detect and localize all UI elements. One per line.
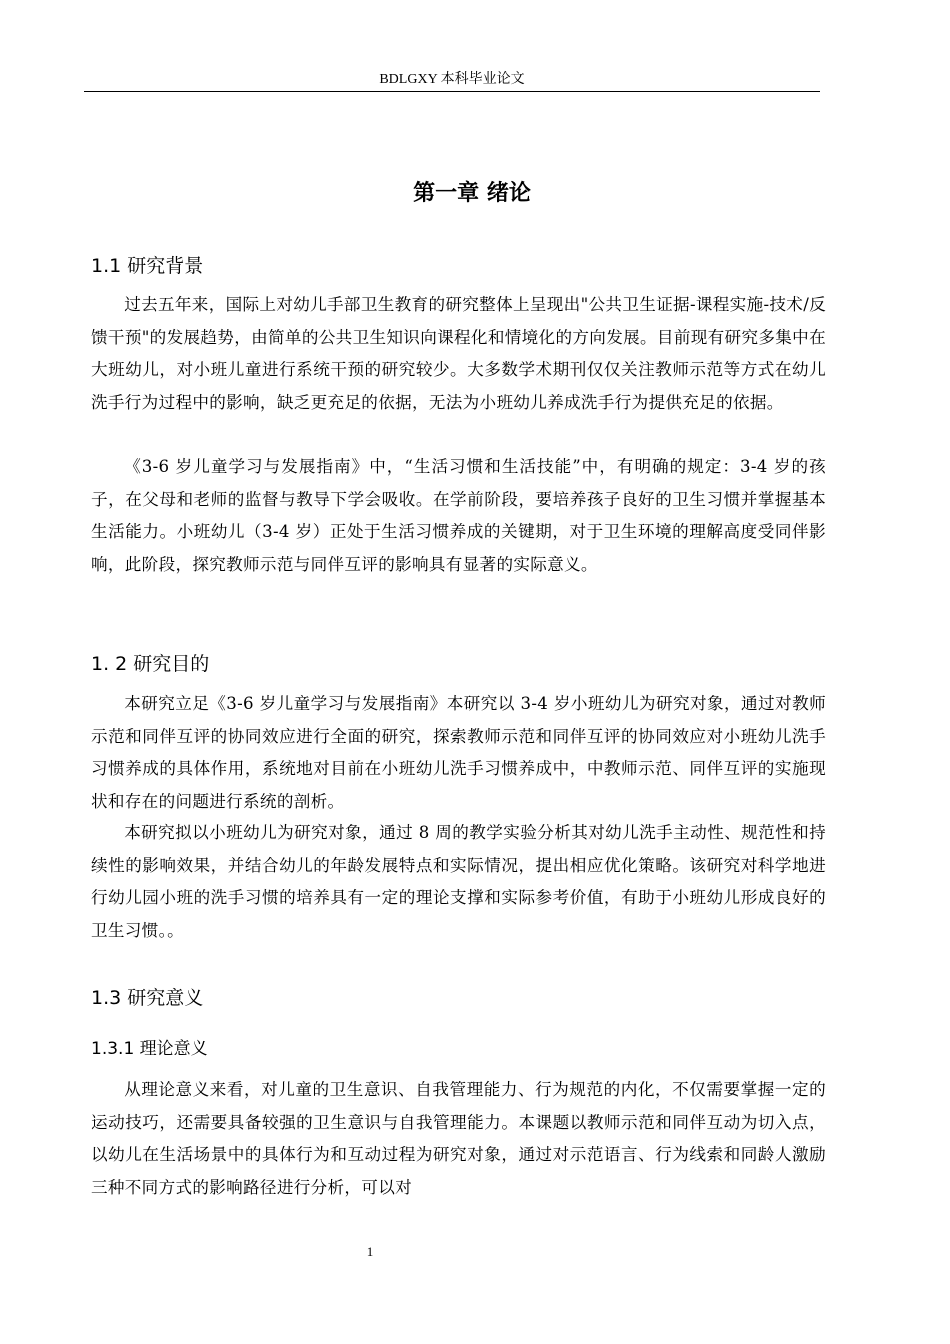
paragraph-1-1-b: 《3-6 岁儿童学习与发展指南》中，“生活习惯和生活技能”中，有明确的规定：3-4 岁的孩子，在父母和老师的监督与教导下学会吸收。在学前阶段，要培养孩子良好的卫生习惯并掌握基本生活能力。小班幼儿（3-4 岁）正处于生活习惯养成的关键期，对于卫生环境的理解高度受同伴影响，此阶段，探究教师示范与同伴互评的影响具有显著的实际意义。	[91, 457, 826, 574]
paragraph-1-3-1-a: 从理论意义来看，对儿童的卫生意识、自我管理能力、行为规范的内化，不仅需要掌握一定的运动技巧，还需要具备较强的卫生意识与自我管理能力。本课题以教师示范和同伴互动为切入点，以幼儿在生活场景中的具体行为和互动过程为研究对象，通过对示范语言、行为线索和同龄人激励三种不同方式的影响路径进行分析，可以对	[91, 1080, 826, 1197]
section-heading-1-1: 1.1 研究背景	[91, 255, 204, 277]
chapter-title: 第一章 绪论	[413, 181, 531, 206]
paragraph-1-2-a: 本研究立足《3-6 岁儿童学习与发展指南》本研究以 3-4 岁小班幼儿为研究对象，通过对教师示范和同伴互评的协同效应进行全面的研究，探索教师示范和同伴互评的协同效应对小班幼儿洗手习惯养成的具体作用，系统地对目前在小班幼儿洗手习惯养成中，中教师示范、同伴互评的实施现状和存在的问题进行系统的剖析。	[91, 694, 826, 811]
paragraph-1-1-a: 过去五年来，国际上对幼儿手部卫生教育的研究整体上呈现出"公共卫生证据-课程实施-技术/反馈干预"的发展趋势，由简单的公共卫生知识向课程化和情境化的方向发展。目前现有研究多集中在大班幼儿，对小班儿童进行系统干预的研究较少。大多数学术期刊仅仅关注教师示范等方式在幼儿洗手行为过程中的影响，缺乏更充足的依据，无法为小班幼儿养成洗手行为提供充足的依据。	[91, 295, 826, 412]
running-header: BDLGXY 本科毕业论文	[379, 72, 525, 87]
subsection-heading-1-3-1: 1.3.1 理论意义	[91, 1039, 208, 1059]
page-number: 1	[366, 1244, 374, 1259]
section-heading-1-3: 1.3 研究意义	[91, 987, 204, 1009]
header-divider	[84, 91, 820, 92]
section-heading-1-2: 1. 2 研究目的	[91, 653, 210, 675]
paragraph-1-2-b: 本研究拟以小班幼儿为研究对象，通过 8 周的教学实验分析其对幼儿洗手主动性、规范性和持续性的影响效果，并结合幼儿的年龄发展特点和实际情况，提出相应优化策略。该研究对科学地进行幼儿园小班的洗手习惯的培养具有一定的理论支撑和实际参考价值，有助于小班幼儿形成良好的卫生习惯。。	[91, 823, 826, 940]
